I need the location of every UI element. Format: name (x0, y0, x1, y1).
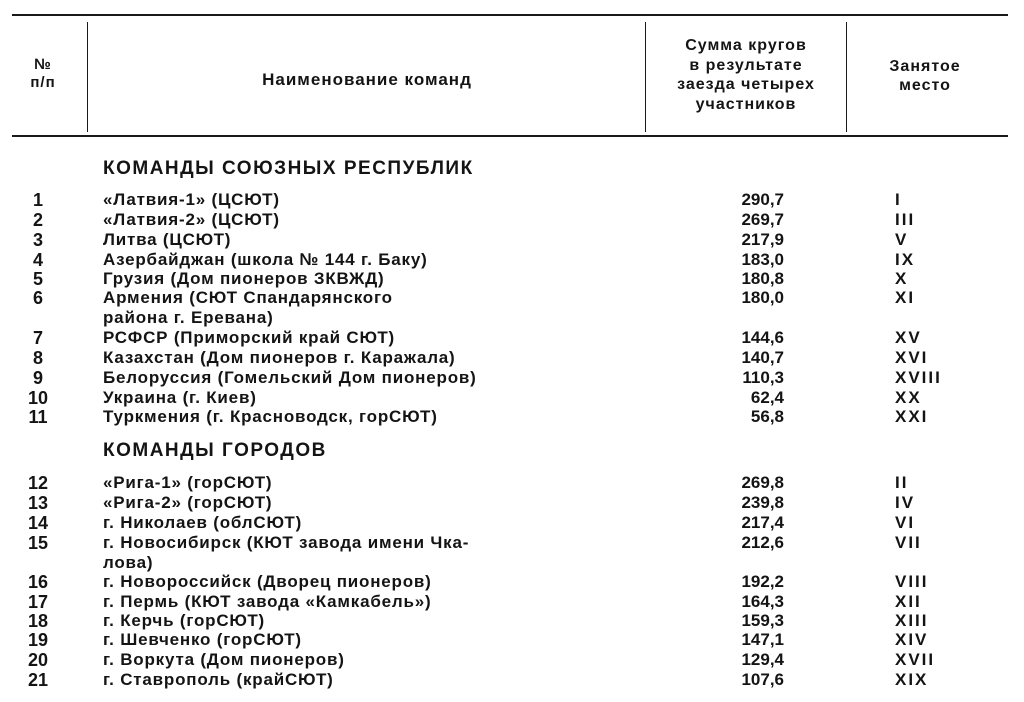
table-row (0, 368, 1024, 388)
row-number: 16 (27, 572, 49, 592)
team-name: «Латвия-2» (ЦСЮТ) (103, 210, 280, 229)
place: VI (895, 513, 916, 532)
team-name: г. Новосибирск (КЮТ завода имени Чка- лова) (103, 533, 470, 572)
header-place: Занятое место (889, 58, 961, 94)
table-row (0, 348, 1024, 368)
table-row (0, 388, 1024, 408)
lap-sum: 217,4 (741, 513, 784, 532)
row-number: 2 (32, 210, 43, 230)
row-number: 3 (32, 230, 43, 250)
lap-sum: 110,3 (742, 368, 784, 387)
table-row (0, 328, 1024, 348)
table-row (0, 493, 1024, 513)
column-divider (87, 22, 88, 132)
lap-sum: 62,4 (750, 388, 784, 407)
table-row (0, 210, 1024, 230)
lap-sum: 269,7 (741, 210, 784, 229)
row-number: 12 (27, 473, 49, 493)
lap-sum: 107,6 (741, 670, 784, 689)
row-number: 17 (27, 592, 49, 612)
lap-sum: 290,7 (741, 190, 784, 209)
lap-sum: 183,0 (741, 250, 784, 269)
team-name: Армения (СЮТ Спандарянского района г. Еревана) (103, 288, 393, 327)
row-number: 21 (27, 670, 49, 690)
row-number: 15 (27, 533, 49, 553)
team-name: РСФСР (Приморский край СЮТ) (103, 328, 396, 347)
place: XVI (895, 348, 929, 367)
table-row (0, 630, 1024, 650)
row-number: 4 (32, 250, 43, 270)
team-name: Украина (г. Киев) (103, 388, 257, 407)
table-row (0, 611, 1024, 631)
lap-sum: 192,2 (741, 572, 784, 591)
team-name: Туркмения (г. Красноводск, горСЮТ) (103, 407, 438, 426)
team-name: г. Ставрополь (крайСЮТ) (103, 670, 334, 689)
table-row (0, 473, 1024, 493)
column-divider (846, 22, 847, 132)
lap-sum: 217,9 (741, 230, 784, 249)
lap-sum: 56,8 (750, 407, 784, 426)
row-number: 20 (27, 650, 49, 670)
place: XV (895, 328, 922, 347)
team-name: Литва (ЦСЮТ) (103, 230, 232, 249)
team-name: г. Керчь (горСЮТ) (103, 611, 265, 630)
table-row (0, 670, 1024, 690)
table-row (0, 513, 1024, 533)
place: XVIII (895, 368, 942, 387)
header-number: № п/п (30, 56, 56, 91)
team-name: г. Новороссийск (Дворец пионеров) (103, 572, 432, 591)
row-number: 7 (32, 328, 43, 348)
row-number: 10 (27, 388, 49, 408)
team-name: г. Воркута (Дом пионеров) (103, 650, 345, 669)
header-lap-sum: Сумма кругов в результате заезда четырех участников (677, 37, 815, 113)
row-number: 9 (32, 368, 43, 388)
row-number: 1 (32, 190, 43, 210)
place: III (895, 210, 916, 229)
table-row (0, 250, 1024, 270)
place: VII (895, 533, 922, 552)
lap-sum: 159,3 (741, 611, 784, 630)
table-row (0, 572, 1024, 592)
place: XXI (895, 407, 929, 426)
row-number: 13 (27, 493, 49, 513)
lap-sum: 269,8 (741, 473, 784, 492)
team-name: Грузия (Дом пионеров ЗКВЖД) (103, 269, 385, 288)
lap-sum: 180,8 (741, 269, 784, 288)
row-number: 19 (27, 630, 49, 650)
table-row (0, 533, 1024, 572)
place: XIV (895, 630, 929, 649)
table-top-rule (12, 14, 1008, 16)
place: I (895, 190, 902, 209)
column-divider (645, 22, 646, 132)
header-team-name: Наименование команд (262, 70, 472, 89)
team-name: Белоруссия (Гомельский Дом пионеров) (103, 368, 477, 387)
place: XI (895, 288, 916, 307)
lap-sum: 180,0 (741, 288, 784, 307)
lap-sum: 140,7 (741, 348, 784, 367)
team-name: «Латвия-1» (ЦСЮТ) (103, 190, 280, 209)
row-number: 14 (27, 513, 49, 533)
place: XIII (895, 611, 929, 630)
team-name: «Рига-2» (горСЮТ) (103, 493, 273, 512)
section-title-cities: КОМАНДЫ ГОРОДОВ (103, 440, 327, 461)
table-row (0, 190, 1024, 210)
lap-sum: 239,8 (741, 493, 784, 512)
row-number: 11 (28, 407, 48, 427)
place: VIII (895, 572, 929, 591)
table-row (0, 407, 1024, 427)
lap-sum: 164,3 (741, 592, 784, 611)
lap-sum: 212,6 (741, 533, 784, 552)
header-bottom-rule (12, 135, 1008, 137)
place: IV (895, 493, 916, 512)
section-title-republics: КОМАНДЫ СОЮЗНЫХ РЕСПУБЛИК (103, 158, 474, 179)
team-name: Казахстан (Дом пионеров г. Каражала) (103, 348, 456, 367)
lap-sum: 144,6 (741, 328, 784, 347)
table-row (0, 230, 1024, 250)
lap-sum: 147,1 (741, 630, 784, 649)
place: XIX (895, 670, 929, 689)
team-name: г. Николаев (облСЮТ) (103, 513, 303, 532)
row-number: 8 (32, 348, 43, 368)
team-name: «Рига-1» (горСЮТ) (103, 473, 273, 492)
place: V (895, 230, 909, 249)
row-number: 18 (27, 611, 49, 631)
place: X (895, 269, 909, 288)
place: XX (895, 388, 922, 407)
team-name: г. Шевченко (горСЮТ) (103, 630, 302, 649)
place: XII (895, 592, 922, 611)
row-number: 5 (32, 269, 43, 289)
place: XVII (895, 650, 936, 669)
team-name: Азербайджан (школа № 144 г. Баку) (103, 250, 428, 269)
table-row (0, 592, 1024, 612)
row-number: 6 (32, 288, 43, 308)
table-row (0, 650, 1024, 670)
team-name: г. Пермь (КЮТ завода «Камкабель») (103, 592, 432, 611)
lap-sum: 129,4 (741, 650, 784, 669)
table-row (0, 269, 1024, 289)
table-row (0, 288, 1024, 327)
place: IX (895, 250, 916, 269)
place: II (895, 473, 909, 492)
